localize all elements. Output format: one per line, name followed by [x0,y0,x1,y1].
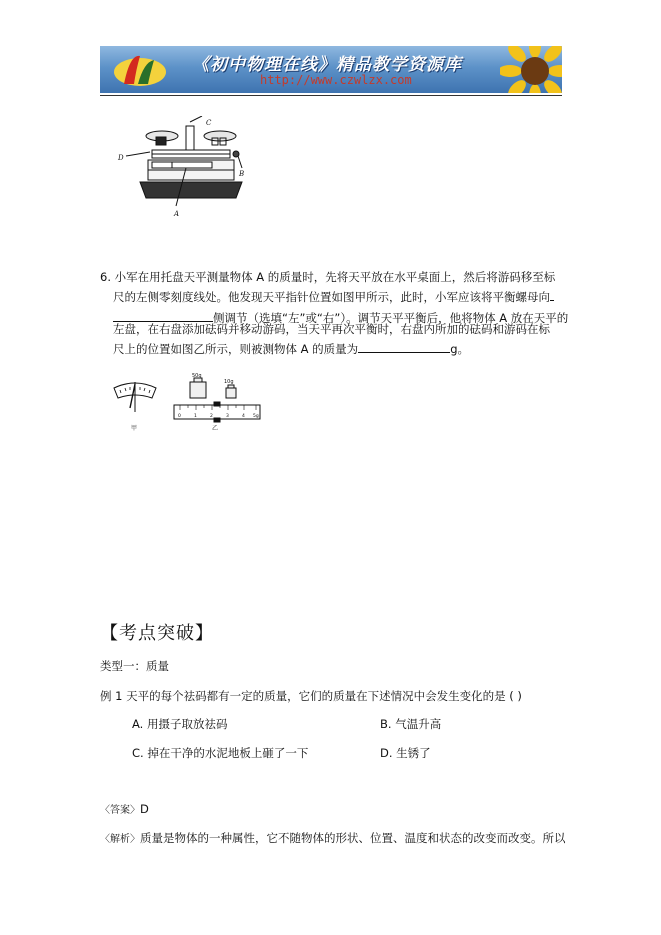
balance-diagram [112,116,252,226]
pointer-scale [114,382,156,412]
option-c[interactable]: C. 掉在干净的水泥地板上砸了一下 [132,746,309,760]
caption-yi: 乙 [212,425,219,432]
section-title: 【考点突破】 [100,623,214,644]
answer-tag: 〈答案〉 [100,805,140,816]
option-b[interactable]: B. 气温升高 [380,717,442,731]
site-url[interactable]: http://www.czwlzx.com [260,73,412,87]
rider-scale [174,402,260,422]
scale-tick-5: 5g [253,414,259,419]
scale-tick-1: 1 [194,414,197,419]
blank-direction-start [550,287,554,301]
answer-line [100,799,149,821]
question6-line5-suffix: g。 [450,342,469,356]
type-label: 类型一：质量 [100,659,169,673]
example1-stem: 例 1 天平的每个祛码都有一定的质量，它们的质量在下述情况中会发生变化的是 ( ) [100,689,522,703]
question6-line5-prefix: 尺上的位置如图乙所示，则被测物体 A 的质量为 [113,342,359,356]
question6-line1: 6. 小军在用托盘天平测量物体 A 的质量时，先将天平放在水平桌面上，然后将游码移至标 [100,270,556,284]
caption-jia: 甲 [131,425,138,432]
analysis-line [100,828,566,850]
weight-10g-label: 10g [224,379,234,385]
option-d[interactable]: D. 生锈了 [380,746,431,760]
question6-line5-wrap [113,339,469,360]
scale-tick-0: 0 [178,414,181,419]
scale-tick-3: 3 [226,414,229,419]
analysis-tag: 〈解析〉 [100,834,140,845]
header-banner [100,46,562,93]
header-divider [100,95,562,96]
weight-50g-label: 50g [192,373,202,379]
label-d: D [118,154,124,162]
question6-line3: 侧调节（选填“左”或“右”）。调节天平平衡后，他将物体 A 放在天平的 [213,311,569,325]
blank-mass[interactable] [358,339,450,353]
site-title: 《初中物理在线》精品教学资源库 [192,55,462,75]
label-c: C [206,119,212,127]
scale-tick-4: 4 [242,414,245,419]
scale-tick-2: 2 [210,414,213,419]
option-a[interactable]: A. 用摄子取放祛码 [132,717,228,731]
question6-line2-wrap [113,287,554,308]
answer-value: D [140,802,149,816]
figure-jia-yi [108,368,278,434]
label-b: B [239,170,245,178]
label-a: A [174,210,180,218]
question6-line4: 左盘，在右盘添加砝码并移动游码，当天平再次平衡时，右盘内所加的砝码和游码在标 [113,322,550,336]
sunflower-icon [500,46,562,93]
question6-line2: 尺的左侧零刻度线处。他发现天平指针位置如图甲所示，此时，小军应该将平衡螺母向 [113,290,550,304]
analysis-text: 质量是物体的一种属性，它不随物体的形状、位置、温度和状态的改变而改变。所以 [140,831,566,845]
site-logo-icon [110,50,170,90]
